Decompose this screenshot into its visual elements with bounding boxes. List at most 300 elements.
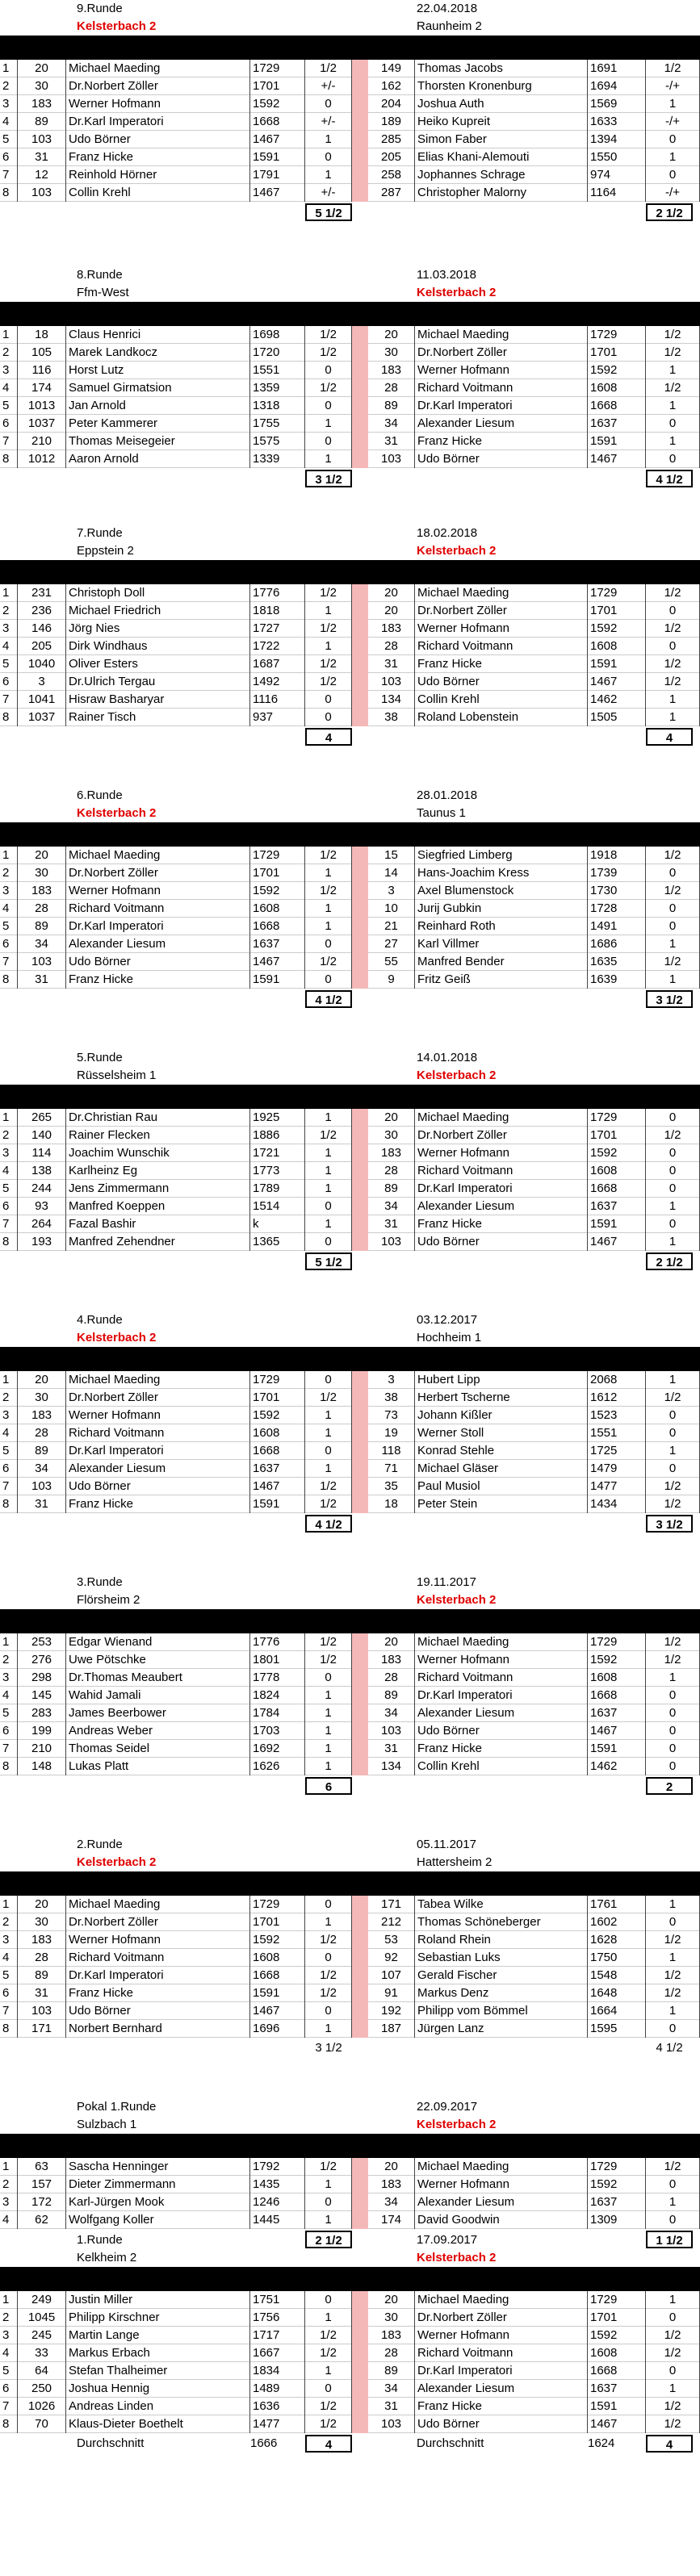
home-player-id: 140 [18,1127,66,1144]
center-divider [352,655,368,673]
home-player-id: 93 [18,1198,66,1215]
home-player-id: 89 [18,918,66,935]
home-player-rating: 1886 [250,1127,305,1144]
away-player-rating: 1467 [588,2415,646,2433]
away-total-score: 3 1/2 [646,990,693,1008]
board-number: 6 [0,1984,18,2002]
home-player-rating: 1551 [250,362,305,379]
away-player-name: Hubert Lipp [415,1371,588,1389]
away-player-name: Franz Hicke [415,655,588,673]
home-player-id: 34 [18,935,66,953]
home-player-rating: 1784 [250,1704,305,1722]
home-result: 1 [305,166,352,184]
home-result: 1/2 [305,2158,352,2176]
home-player-name: Werner Hofmann [66,1407,250,1424]
away-result: 1 [646,2002,700,2020]
away-player-rating: 1591 [588,2398,646,2415]
home-player-id: 276 [18,1651,66,1669]
round-label: 6.Runde [77,788,123,802]
board-row [0,918,700,935]
home-player-name: Dr.Karl Imperatori [66,918,250,935]
home-player-name: Alexander Liesum [66,1460,250,1478]
home-player-rating: 1692 [250,1740,305,1758]
home-player-name: Joshua Hennig [66,2380,250,2398]
home-player-name: Manfred Koeppen [66,1198,250,1215]
home-player-rating: 1592 [250,95,305,113]
home-result: 1/2 [305,1967,352,1984]
away-player-rating: 1728 [588,900,646,918]
home-result: 1 [305,1180,352,1198]
board-number: 3 [0,1931,18,1949]
away-player-name: Dr.Norbert Zöller [415,2309,588,2327]
away-team-name: Kelsterbach 2 [417,1593,497,1607]
away-result: 1 [646,691,700,709]
away-result: 1 [646,397,700,415]
away-result: 0 [646,900,700,918]
away-result: 1/2 [646,379,700,397]
away-player-id: 183 [368,2327,415,2344]
center-divider [352,1109,368,1127]
home-player-id: 28 [18,1949,66,1967]
away-player-name: Peter Stein [415,1495,588,1513]
home-total-score: 5 1/2 [305,203,352,221]
away-result: 1/2 [646,673,700,691]
board-number: 4 [0,379,18,397]
away-result: 0 [646,638,700,655]
away-player-id: 27 [368,935,415,953]
board-number: 5 [0,397,18,415]
home-result: 1/2 [305,60,352,77]
home-player-rating: 1801 [250,1651,305,1669]
away-player-rating: 1591 [588,433,646,450]
home-result: 1/2 [305,584,352,602]
match-date: 22.04.2018 [417,2,478,15]
away-player-rating: 1633 [588,113,646,131]
away-result: 1/2 [646,344,700,362]
home-player-id: 183 [18,1407,66,1424]
home-player-rating: 1701 [250,1913,305,1931]
away-player-id: 34 [368,1198,415,1215]
away-player-name: Udo Börner [415,2415,588,2433]
board-row [0,131,700,148]
home-player-name: Justin Miller [66,2291,250,2309]
home-player-name: Dr.Norbert Zöller [66,1389,250,1407]
round-label: 3.Runde [77,1575,123,1589]
home-player-rating: 937 [250,709,305,726]
center-divider [352,113,368,131]
away-player-rating: 1729 [588,584,646,602]
away-team-name: Hattersheim 2 [417,1855,493,1869]
board-number: 8 [0,1758,18,1775]
home-player-rating: 1365 [250,1233,305,1251]
center-divider [352,2002,368,2020]
away-player-id: 34 [368,1704,415,1722]
away-result: 1/2 [646,1967,700,1984]
home-player-rating: 1729 [250,60,305,77]
home-player-id: 171 [18,2020,66,2038]
away-total-score: 2 1/2 [646,203,693,221]
away-player-rating: 1701 [588,1127,646,1144]
away-player-id: 14 [368,864,415,882]
home-player-name: Edgar Wienand [66,1633,250,1651]
away-player-rating: 1637 [588,2380,646,2398]
away-player-id: 28 [368,638,415,655]
away-player-name: Konrad Stehle [415,1442,588,1460]
board-row [0,638,700,655]
board-row [0,1651,700,1669]
board-row [0,1669,700,1687]
away-player-id: 34 [368,415,415,433]
center-divider [352,602,368,620]
home-player-name: Dr.Karl Imperatori [66,1967,250,1984]
away-player-name: Richard Voitmann [415,1669,588,1687]
header-bar [0,1609,700,1633]
home-player-id: 103 [18,1478,66,1495]
match-block [0,1574,700,1796]
home-result: 1/2 [305,1127,352,1144]
home-player-rating: 1722 [250,638,305,655]
home-player-rating: 1514 [250,1198,305,1215]
away-player-name: Reinhard Roth [415,918,588,935]
away-player-id: 149 [368,60,415,77]
away-player-name: Dr.Norbert Zöller [415,602,588,620]
away-result: 0 [646,918,700,935]
away-result: -/+ [646,184,700,202]
home-player-name: Franz Hicke [66,1495,250,1513]
away-player-id: 18 [368,1495,415,1513]
board-number: 1 [0,2158,18,2176]
home-player-id: 18 [18,326,66,344]
away-player-id: 89 [368,2362,415,2380]
home-player-id: 172 [18,2193,66,2211]
away-player-id: 30 [368,2309,415,2327]
board-row [0,60,700,77]
away-player-id: 31 [368,1215,415,1233]
board-row [0,953,700,971]
away-player-id: 103 [368,1233,415,1251]
away-result: 1/2 [646,1478,700,1495]
away-result: 1/2 [646,326,700,344]
home-result: 1/2 [305,882,352,900]
away-result: 1/2 [646,1389,700,1407]
home-player-rating: 1467 [250,131,305,148]
board-row [0,2291,700,2309]
home-team-name: Rüsselsheim 1 [77,1068,157,1082]
away-player-rating: 1701 [588,2309,646,2327]
home-player-id: 31 [18,148,66,166]
away-player-name: Simon Faber [415,131,588,148]
board-number: 8 [0,2020,18,2038]
away-player-rating: 1729 [588,326,646,344]
home-result: 1/2 [305,1495,352,1513]
away-player-rating: 1729 [588,2158,646,2176]
center-divider [352,1215,368,1233]
home-player-name: Franz Hicke [66,1984,250,2002]
home-result: 0 [305,397,352,415]
board-number: 7 [0,2398,18,2415]
home-result: 1 [305,1740,352,1758]
home-player-id: 89 [18,1442,66,1460]
away-player-name: Herbert Tscherne [415,1389,588,1407]
home-result: 1 [305,2211,352,2229]
home-total-score: 6 [305,1777,352,1795]
center-divider [352,1669,368,1687]
away-player-id: 31 [368,655,415,673]
match-block [0,1049,700,1272]
board-number: 3 [0,362,18,379]
home-player-rating: 1636 [250,2398,305,2415]
home-player-rating: 1717 [250,2327,305,2344]
home-player-name: Markus Erbach [66,2344,250,2362]
home-player-rating: 1608 [250,1949,305,1967]
away-player-rating: 1592 [588,2176,646,2193]
away-player-name: Paul Musiol [415,1478,588,1495]
board-number: 4 [0,2344,18,2362]
home-player-name: Jan Arnold [66,397,250,415]
home-player-id: 138 [18,1162,66,1180]
match-date: 11.03.2018 [417,268,476,282]
away-team-name: Raunheim 2 [417,19,482,33]
away-player-name: Gerald Fischer [415,1967,588,1984]
away-result: 0 [646,1180,700,1198]
home-player-name: Joachim Wunschik [66,1144,250,1162]
home-result: 0 [305,1669,352,1687]
match-date: 18.02.2018 [417,526,478,540]
home-result: 1 [305,918,352,935]
away-player-id: 89 [368,397,415,415]
home-player-rating: 1668 [250,918,305,935]
center-divider [352,397,368,415]
home-player-name: Karlheinz Eg [66,1162,250,1180]
away-player-name: Collin Krehl [415,691,588,709]
board-number: 5 [0,1967,18,1984]
home-player-name: Werner Hofmann [66,1931,250,1949]
board-number: 4 [0,1949,18,1967]
center-divider [352,166,368,184]
board-row [0,379,700,397]
home-player-name: Michael Maeding [66,60,250,77]
home-player-rating: 1729 [250,1896,305,1913]
home-player-rating: 1668 [250,1442,305,1460]
home-player-id: 1041 [18,691,66,709]
board-number: 5 [0,131,18,148]
away-total-score: 4 1/2 [646,470,693,487]
away-player-name: Philipp vom Bömmel [415,2002,588,2020]
home-player-rating: 1477 [250,2415,305,2433]
center-divider [352,1758,368,1775]
away-player-rating: 1595 [588,2020,646,2038]
away-player-name: Alexander Liesum [415,2193,588,2211]
round-label: 9.Runde [77,2,123,15]
away-player-rating: 1608 [588,379,646,397]
away-player-rating: 1467 [588,450,646,468]
away-player-id: 9 [368,971,415,989]
away-player-id: 20 [368,584,415,602]
home-player-rating: 1445 [250,2211,305,2229]
average-label-left: Durchschnitt [77,2436,145,2450]
board-row [0,2362,700,2380]
away-player-id: 118 [368,1442,415,1460]
board-row [0,2415,700,2433]
away-player-rating: 1569 [588,95,646,113]
home-player-id: 148 [18,1758,66,1775]
board-row [0,1704,700,1722]
away-player-name: Manfred Bender [415,953,588,971]
center-divider [352,2362,368,2380]
away-player-name: Jophannes Schrage [415,166,588,184]
home-player-id: 89 [18,113,66,131]
average-label-right: Durchschnitt [417,2436,484,2450]
board-number: 1 [0,1109,18,1127]
board-number: 7 [0,1740,18,1758]
away-player-rating: 1592 [588,1144,646,1162]
board-row [0,1931,700,1949]
center-divider [352,2309,368,2327]
away-player-name: Jurij Gubkin [415,900,588,918]
board-number: 2 [0,1389,18,1407]
home-player-name: Norbert Bernhard [66,2020,250,2038]
home-player-name: Werner Hofmann [66,95,250,113]
away-player-name: Franz Hicke [415,433,588,450]
home-player-name: Manfred Zehendner [66,1233,250,1251]
center-divider [352,1949,368,1967]
away-player-name: Thomas Schöneberger [415,1913,588,1931]
center-divider [352,1407,368,1424]
board-number: 8 [0,709,18,726]
board-row [0,1633,700,1651]
home-player-id: 183 [18,1931,66,1949]
board-row [0,1984,700,2002]
away-player-rating: 1730 [588,882,646,900]
home-player-id: 31 [18,1495,66,1513]
home-player-name: Michael Maeding [66,1371,250,1389]
away-player-id: 28 [368,2344,415,2362]
home-player-name: Dr.Norbert Zöller [66,77,250,95]
match-block [0,787,700,1010]
board-number: 4 [0,900,18,918]
board-number: 8 [0,971,18,989]
board-row [0,415,700,433]
center-divider [352,1478,368,1495]
away-player-name: Werner Hofmann [415,362,588,379]
home-player-id: 253 [18,1633,66,1651]
home-player-id: 210 [18,433,66,450]
home-player-id: 31 [18,1984,66,2002]
board-row [0,1389,700,1407]
away-total-score: 4 1/2 [656,2041,683,2055]
board-row [0,2327,700,2344]
home-player-id: 103 [18,2002,66,2020]
home-player-id: 244 [18,1180,66,1198]
home-player-id: 116 [18,362,66,379]
match-date: 03.12.2017 [417,1313,478,1327]
away-player-name: Werner Hofmann [415,1144,588,1162]
center-divider [352,1442,368,1460]
home-result: 1 [305,1109,352,1127]
center-divider [352,95,368,113]
home-result: 0 [305,1896,352,1913]
home-result: 0 [305,971,352,989]
home-player-rating: 1818 [250,602,305,620]
home-player-name: Rainer Tisch [66,709,250,726]
home-player-id: 157 [18,2176,66,2193]
away-result: 1/2 [646,847,700,864]
away-player-rating: 1701 [588,602,646,620]
away-player-id: 20 [368,326,415,344]
home-player-rating: 1592 [250,1407,305,1424]
center-divider [352,1704,368,1722]
away-player-rating: 1668 [588,1687,646,1704]
home-result: 1 [305,2362,352,2380]
away-result: 0 [646,1460,700,1478]
board-row [0,1127,700,1144]
away-player-name: Karl Villmer [415,935,588,953]
average-value-left: 1666 [250,2436,278,2450]
away-player-rating: 1664 [588,2002,646,2020]
away-team-name: Hochheim 1 [417,1331,482,1344]
home-player-name: Dr.Norbert Zöller [66,1913,250,1931]
home-player-name: Dr.Norbert Zöller [66,864,250,882]
away-result: -/+ [646,113,700,131]
away-player-rating: 1467 [588,1233,646,1251]
board-number: 7 [0,691,18,709]
home-player-rating: 1789 [250,1180,305,1198]
home-player-rating: 1608 [250,900,305,918]
away-player-name: Dr.Karl Imperatori [415,397,588,415]
home-player-id: 265 [18,1109,66,1127]
home-player-rating: 1729 [250,847,305,864]
away-player-rating: 1729 [588,1633,646,1651]
board-number: 3 [0,882,18,900]
center-divider [352,1740,368,1758]
away-player-rating: 1434 [588,1495,646,1513]
away-player-name: Siegfried Limberg [415,847,588,864]
away-player-rating: 1729 [588,2291,646,2309]
home-result: 1 [305,900,352,918]
center-divider [352,1967,368,1984]
board-row [0,77,700,95]
board-number: 6 [0,415,18,433]
center-divider [352,2327,368,2344]
home-player-rating: 1756 [250,2309,305,2327]
board-row [0,1913,700,1931]
away-result: 1 [646,1669,700,1687]
center-divider [352,1127,368,1144]
home-player-rating: 1701 [250,1389,305,1407]
away-result: 0 [646,1109,700,1127]
away-player-name: Franz Hicke [415,1215,588,1233]
header-bar [0,302,700,326]
home-player-id: 28 [18,1424,66,1442]
home-result: 1 [305,1424,352,1442]
away-player-id: 183 [368,620,415,638]
board-number: 4 [0,638,18,655]
away-result: 1/2 [646,2344,700,2362]
home-player-id: 64 [18,2362,66,2380]
away-player-rating: 1628 [588,1931,646,1949]
board-number: 1 [0,1371,18,1389]
away-player-rating: 1668 [588,397,646,415]
home-player-rating: 1489 [250,2380,305,2398]
home-player-name: Dieter Zimmermann [66,2176,250,2193]
away-player-id: 174 [368,2211,415,2229]
board-number: 5 [0,1442,18,1460]
away-result: 0 [646,1144,700,1162]
away-player-id: 285 [368,131,415,148]
away-player-name: Udo Börner [415,1722,588,1740]
away-player-rating: 1637 [588,1198,646,1215]
away-player-name: Roland Lobenstein [415,709,588,726]
